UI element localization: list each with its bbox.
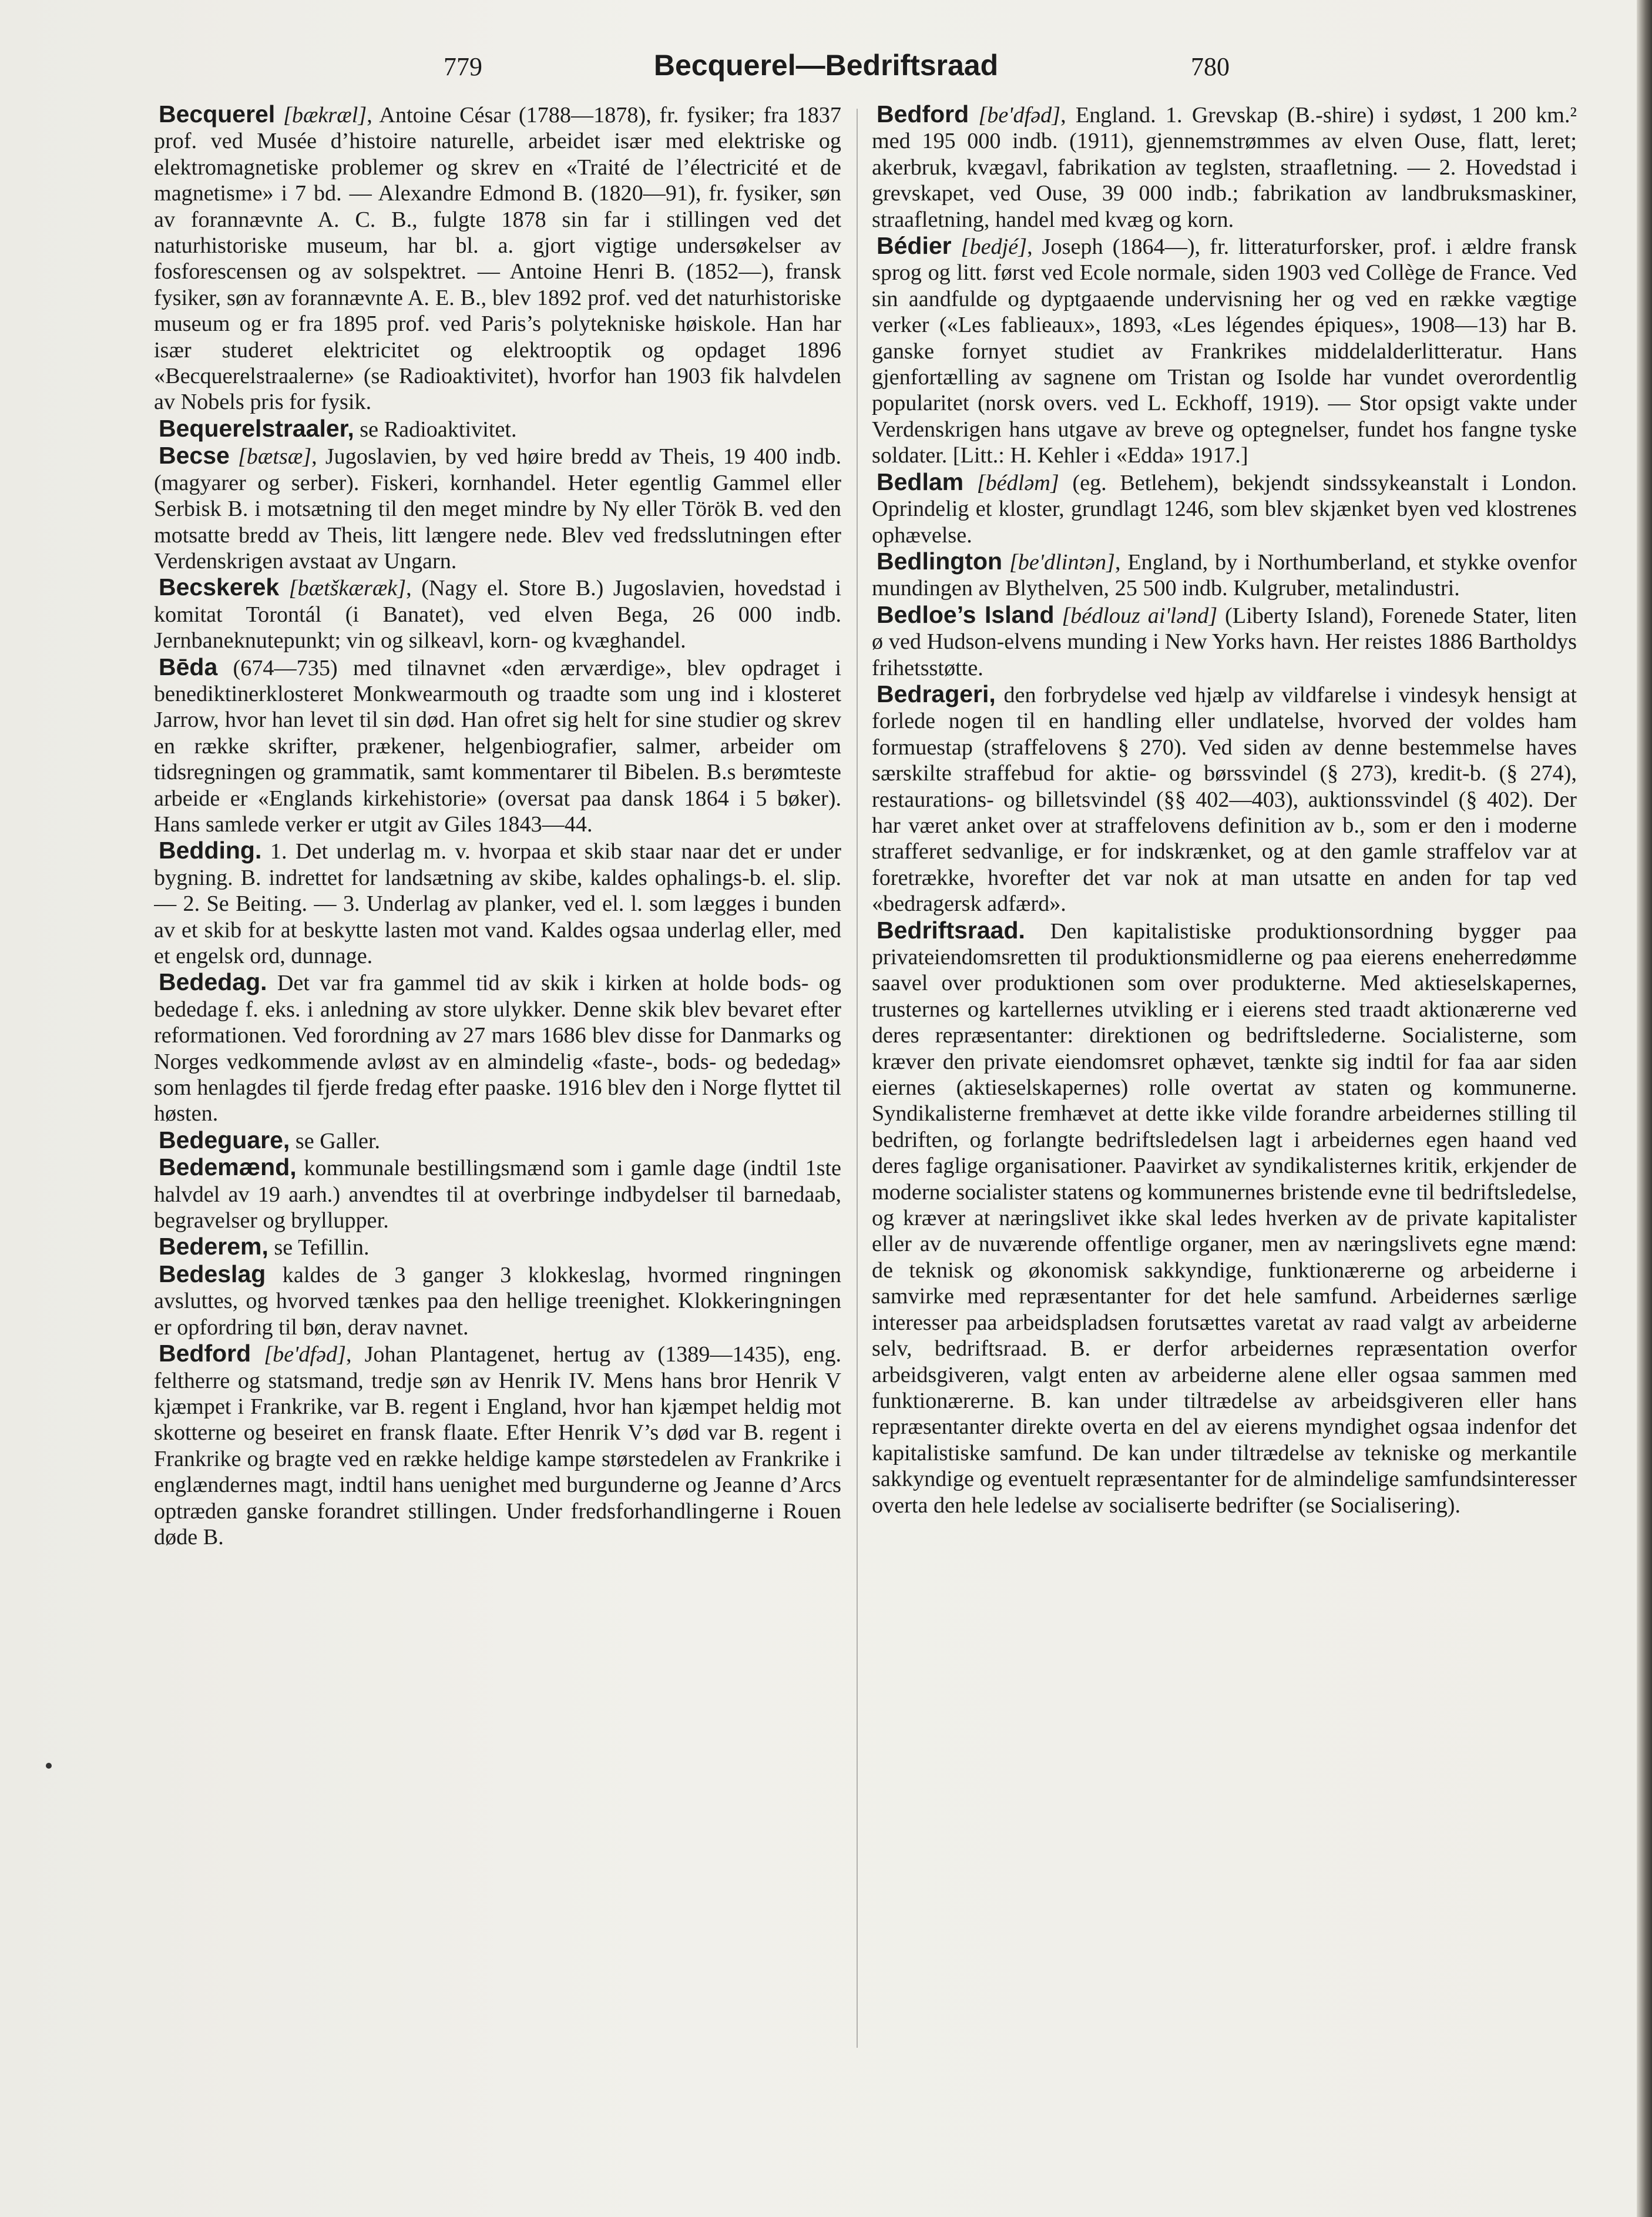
entry-text: se Tefillin. — [268, 1235, 370, 1260]
pronunciation: [bækræl] — [283, 103, 367, 128]
headword: Bedlam — [877, 468, 964, 495]
entry-bedeslag — [154, 1261, 841, 1340]
entry-bedding — [154, 837, 841, 969]
entry-bequerelstraaler — [154, 415, 841, 442]
entry-text: , (Nagy el. Store B.) Jugoslavien, hovedstad i komitat Torontál (i Banatet), ved elven Bega, 26 000 indb. Jernbaneknutepunkt; vin og silkeavl, korn- og kvæghandel. — [154, 576, 841, 653]
headword: Bēda — [159, 653, 218, 680]
entry-bedlam — [872, 469, 1577, 548]
pronunciation: [bætsæ] — [237, 444, 312, 469]
page-edge — [1637, 0, 1652, 2217]
entry-text: kaldes de 3 ganger 3 klokkeslag, hvormed ringningen avsluttes, og hvorved tænkes paa den hellige treenighet. Klokkeringningen er opfordring til bøn, derav navnet. — [154, 1262, 841, 1340]
entry-text: , England, by i Northumberland, et stykke ovenfor mundingen av Blythelven, 25 500 indb. Kulgruber, metalindustri. — [872, 549, 1577, 601]
right-column — [872, 101, 1577, 2193]
entry-becse — [154, 442, 841, 574]
pronunciation: [be'dlintən] — [1009, 549, 1115, 575]
headword: Bedford — [159, 1340, 251, 1367]
entry-bedier — [872, 233, 1577, 469]
entry-bedlington — [872, 548, 1577, 602]
headword: Bederem, — [159, 1233, 268, 1260]
entry-bederem — [154, 1233, 841, 1260]
headword: Bedeguare, — [159, 1126, 290, 1153]
entry-text: 1. Det underlag m. v. hvorpaa et skib staar naar det er under bygning. B. indrettet for landsætning av skibe, kaldes ophalings-b. el. slip. — 2. Se Beiting. — 3. Underlag av planker, ved el. l. som lægges i bunden av et skib for at beskytte lasten mot vand. Kaldes ogsaa underlag eller, med et engelsk ord, dunnage. — [154, 839, 841, 968]
entry-bedford-place — [872, 101, 1577, 233]
margin-dot — [46, 1763, 52, 1769]
left-page-number: 779 — [444, 52, 482, 81]
page-header — [0, 46, 1652, 93]
entry-text: se Radioaktivitet. — [354, 417, 517, 442]
entry-bedloes-island — [872, 602, 1577, 681]
entry-text: (674—735) med tilnavnet «den ærværdige», blev opdraget i benediktinerklosteret Monkwearmouth og traadte som ung ind i klosteret Jarrow, hvor han levet til sin død. Han ofret sig helt for sine studier og skrev en række skrifter, prækener, helgenbiografier, salmer, arbeider om tidsregningen og grammatik, samt kommentarer til Bibelen. B.s berømteste arbeide er «Englands kirkehistorie» (oversat paa dansk 1864 i 5 bøker). Hans samlede verker er utgit av Giles 1843—44. — [154, 655, 841, 837]
headword: Bedemænd, — [159, 1153, 297, 1181]
entry-text: se Galler. — [290, 1128, 381, 1153]
entry-text: , Johan Plantagenet, hertug av (1389—1435), eng. feltherre og statsmand, tredje søn av Henrik IV. Mens hans bror Henrik V kjæmpet i Frankrike, var B. regent i England, hvor han kjæmpet heldig mot skotterne og beseiret en fransk flaate. Efter Henrik V’s død var B. regent i Frankrike og bragte ved en række heldige kampe størstedelen av Frankrike i englændernes magt, indtil hans uenighet med burgunderne og Jeanne d’Arcs optræden ganske forandret stillingen. Under fredsforhandlingerne i Rouen døde B. — [154, 1342, 841, 1549]
headword: Bedriftsraad. — [877, 916, 1025, 944]
entry-becskerek — [154, 574, 841, 653]
entry-bedrageri — [872, 681, 1577, 917]
headword: Bequerelstraaler, — [159, 414, 354, 442]
left-column — [154, 101, 841, 2193]
pronunciation: [bédlouz ai'lənd] — [1062, 603, 1218, 628]
entry-text: , Joseph (1864—), fr. litteraturforsker, prof. i ældre fransk sprog og litt. først ved Ecole normale, siden 1903 ved Collège de France. Ved sin aandfulde og dyptgaaende undervisning her og ved en række vægtige verker («Les fablieaux», 1893, «Les légendes épiques», 1908—13) har B. ganske fornyet studiet av Frankrikes middelalderlitteratur. Hans gjenfortælling av sagnene om Tristan og Isolde har vundet overordentlig popularitet (norsk overs. ved L. Eckhoff, 1919). — Stor opsigt vakte under Verdenskrigen hans utgave av breve og optegnelser, fundet hos fangne tyske soldater. [Litt.: H. Kehler i «Edda» 1917.] — [872, 234, 1577, 468]
headword: Bedeslag — [159, 1260, 266, 1287]
headword: Bédier — [877, 232, 952, 260]
entry-bedemaend — [154, 1154, 841, 1233]
pronunciation: [be'dfəd] — [978, 103, 1061, 128]
pronunciation: [bætškæræk] — [288, 576, 407, 601]
running-title: Becquerel—Bedriftsraad — [653, 49, 999, 82]
headword: Becskerek — [159, 573, 280, 601]
entry-bedriftsraad — [872, 917, 1577, 1518]
pronunciation: [be'dfəd] — [264, 1342, 346, 1367]
pronunciation: [bedjé] — [961, 234, 1028, 260]
entry-bededag — [154, 969, 841, 1126]
headword: Bedford — [877, 101, 969, 128]
headword: Bedding. — [159, 837, 262, 864]
entry-bedford-person — [154, 1340, 841, 1550]
headword: Bededag. — [159, 968, 267, 996]
entry-text: (eg. Betlehem), bekjendt sindssykeanstalt i London. Oprindelig et kloster, grundlagt 1246, som blev skjænket byen ved klostrenes ophævelse. — [872, 470, 1577, 548]
headword: Bedlington — [877, 547, 1003, 575]
entry-text: (Liberty Island), Forenede Stater, liten ø ved Hudson-elvens munding i New Yorks havn. Her reistes 1886 Bartholdys frihetsstøtte. — [872, 603, 1577, 680]
entry-text: , Jugoslavien, by ved høire bredd av Theis, 19 400 indb. (magyarer og serber). Fiskeri, kornhandel. Heter egentlig Gammel eller Serbisk B. i motsætning til den meget mindre by Ny eller Török B. ved den motsatte bredd av Theis, litt længere nede. Blev ved fredsslutningen efter Verdenskrigen avstaat av Ungarn. — [154, 444, 841, 573]
entry-text: , England. 1. Grevskap (B.-shire) i sydøst, 1 200 km.² med 195 000 indb. (1911), gjennemstrømmes av elven Ouse, flatt, leret; akerbruk, kvægavl, fabrikation av teglsten, straafletning. — 2. Hovedstad i grevskapet, ved Ouse, 39 000 indb.; fabrikation av landbruksmaskiner, straafletning, handel med kvæg og korn. — [872, 103, 1577, 232]
headword: Bedrageri, — [877, 680, 996, 707]
column-divider — [857, 109, 858, 2048]
headword: Bedloe’s Island — [877, 601, 1055, 628]
entry-text: Den kapitalistiske produktionsordning bygger paa privateiendomsretten til produktionsmidlerne og paa eierens eneherredømme saavel over produktionen som over produkterne. Med aktieselskapernes, trusternes og kartellernes utvikling er i eierens sted traadt aktionærerne ved deres repræsentanter: direktionen og bedriftslederne. Socialisterne, som kræver den private eiendomsret ophævet, tænkte sig indtil for faa aar siden eiernes (aktieselskapernes) rolle overtat av staten og kommunerne. Syndikalisterne fremhævet at dette ikke vilde forandre arbeidernes stilling til bedriften, og forlangte bedriftsledelsen lagt i arbeidernes egen haand ved deres faglige organisationer. Paavirket av syndikalisternes kritik, erkjender de moderne socialister statens og kommunernes bristende evne til bedriftsledelse, og kræver at næringslivet ikke skal ledes hverken av de private kapitalister eller av de nuværende offentlige organer, men av næringslivets egne mænd: de teknisk og økonomisk sakkyndige, funktionærerne og arbeiderne i samvirke med repræsentanter for det hele samfund. Arbeidernes særlige interesser paa arbeidspladsen forutsættes varetat av raad valgt av arbeiderne selv, bedriftsraad. B. er derfor arbeidernes repræsentation overfor arbeidsgiveren, valgt enten av arbeiderne alene eller ogsaa sammen med funktionærerne. B. kan under tiltrædelse av arbeidsgiveren eller hans repræsentanter direkte overta en del av eierens myndighet ogsaa indenfor det kapitalistiske samfund. De kan under tiltrædelse av tekniske og merkantile sakkyndige og eventuelt repræsentanter for de almindelige samfundsinteresser overta den hele ledelse av socialiserte bedrifter (se Socialisering). — [872, 918, 1577, 1518]
entry-text: den forbrydelse ved hjælp av vildfarelse i vindesyk hensigt at forlede nogen til en handling eller undlatelse, hvorved der voldes ham formuestap (straffelovens § 270). Ved siden av denne bestemmelse haves særskilte straffebud for aktie- og børssvindel (§ 273), kredit-b. (§ 274), restaurations- og billetsvindel (§§ 402—403), auktionssvindel (§ 402). Der har været anket over at straffelovens definition av b., som er den i moderne strafferet sedvanlige, er for indskrænket, og at den gamle straffelov var at foretrække, hvorefter det var nok at man utsatte en anden for tap ved «bedragersk adfærd». — [872, 682, 1577, 917]
entry-beda — [154, 654, 841, 838]
pronunciation: [bédləm] — [976, 470, 1059, 495]
headword: Becse — [159, 442, 230, 469]
entry-text: kommunale bestillingsmænd som i gamle dage (indtil 1ste halvdel av 19 aarh.) anvendtes til at overbringe indbydelser til barnedaab, begravelser og bryllupper. — [154, 1156, 841, 1233]
right-page-number: 780 — [1191, 52, 1230, 81]
entry-text: Det var fra gammel tid av skik i kirken at holde bods- og bededage f. eks. i anledning av store ulykker. Denne skik blev bevaret efter reformationen. Ved forordning av 27 mars 1686 blev disse for Danmarks og Norges vedkommende avløst av en almindelig «faste-, bods- og bededag» som henlagdes til fjerde fredag efter paaske. 1916 blev den i Norge flyttet til høsten. — [154, 971, 841, 1126]
entry-becquerel — [154, 101, 841, 415]
entry-bedeguare — [154, 1127, 841, 1154]
headword: Becquerel — [159, 101, 276, 128]
entry-text: , Antoine César (1788—1878), fr. fysiker; fra 1837 prof. ved Musée d’histoire naturelle, arbeidet især med elektriske og elektromagnetiske problemer og skrev en «Traité de l’électricité et de magnetisme» i 7 bd. — Alexandre Edmond B. (1820—91), fr. fysiker, søn av forannævnte A. C. B., fulgte 1878 sin far i stillingen ved det naturhistoriske museum, har bl. a. gjort vigtige undersøkelser av fosforescensen og av solspektret. — Antoine Henri B. (1852—), fransk fysiker, søn av forannævnte A. E. B., blev 1892 prof. ved det naturhistoriske museum og er fra 1895 prof. ved Paris’s polytekniske høiskole. Han har især studeret elektricitet og elektrooptik og opdaget 1896 «Becquerelstraalerne» (se Radioaktivitet), hvorfor han 1903 fik halvdelen av Nobels pris for fysik. — [154, 103, 841, 415]
